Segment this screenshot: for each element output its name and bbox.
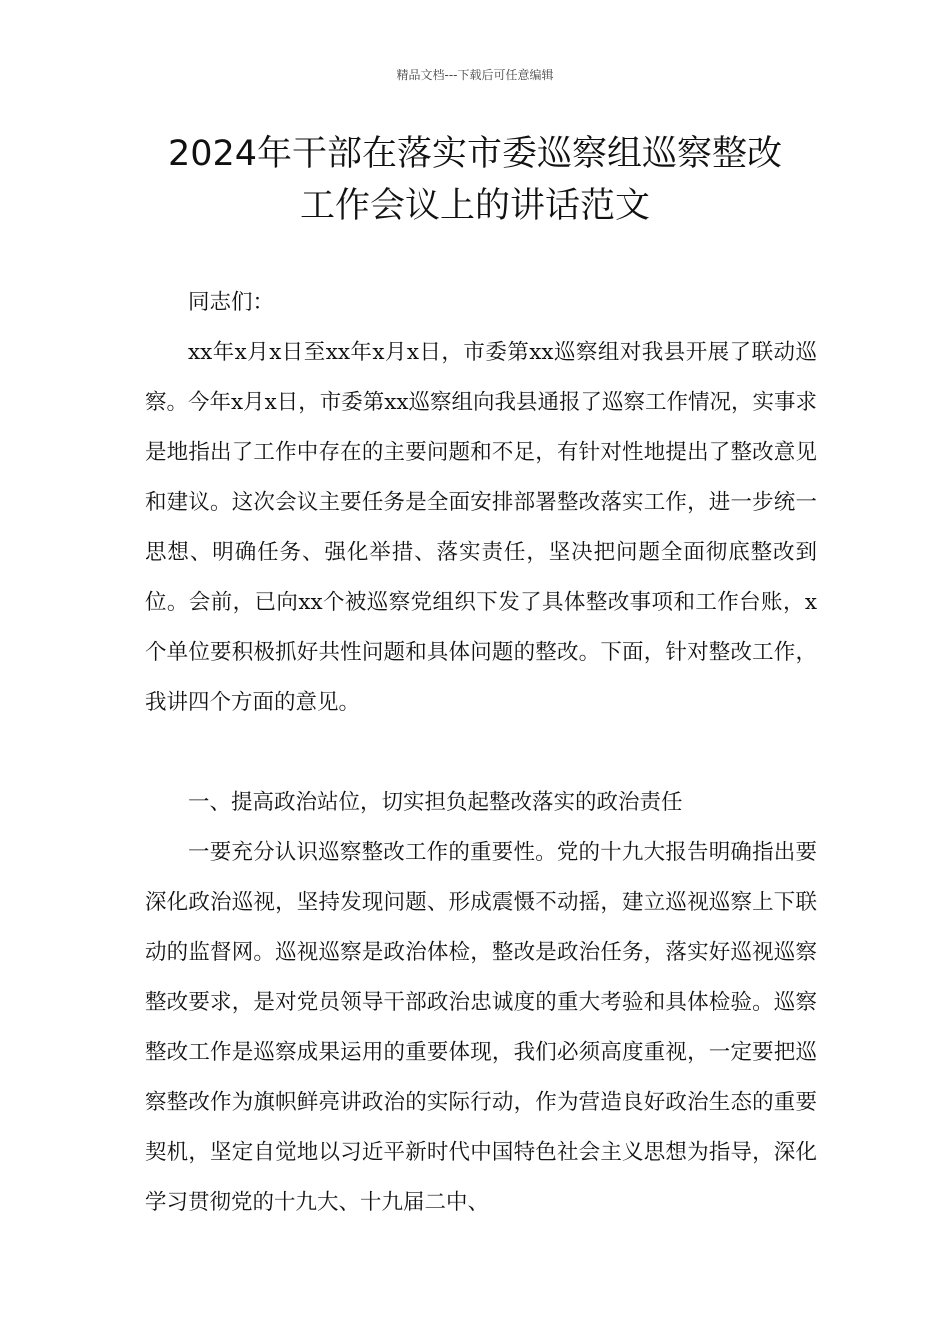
page-header-watermark: 精品文档---下载后可任意编辑 — [396, 68, 554, 82]
paragraph-intro: xx年x月x日至xx年x月x日，市委第xx巡察组对我县开展了联动巡察。今年x月x日，市委第xx巡察组向我县通报了巡察工作情况，实事求是地指出了工作中存在的主要问题和不足，有针对性地提出了整改意见和建议。这次会议主要任务是全面安排部署整改落实工作，进一步统一思想、明确任务、强化举措、落实责任，坚决把问题全面彻底整改到位。会前，已向xx个被巡察党组织下发了具体整改事项和工作台账，x个单位要积极抓好共性问题和具体问题的整改。下面，针对整改工作，我讲四个方面的意见。 — [145, 340, 818, 715]
paragraph-section-1: 一要充分认识巡察整改工作的重要性。党的十九大报告明确指出要深化政治巡视，坚持发现问题、形成震慑不动摇，建立巡视巡察上下联动的监督网。巡视巡察是政治体检，整改是政治任务，落实好巡视巡察整改要求，是对党员领导干部政治忠诚度的重大考验和具体检验。巡察整改工作是巡察成果运用的重要体现，我们必须高度重视，一定要把巡察整改作为旗帜鲜亮讲政治的实际行动，作为营造良好政治生态的重要契机，坚定自觉地以习近平新时代中国特色社会主义思想为指导，深化学习贯彻党的十九大、十九届二中、 — [145, 840, 817, 1215]
document-title-line-2: 工作会议上的讲话范文 — [299, 186, 650, 226]
document-title-line-1: 2024年干部在落实市委巡察组巡察整改 — [167, 134, 783, 174]
document-title — [100, 128, 850, 232]
document-body — [145, 278, 817, 1228]
section-heading-1: 一、提高政治站位，切实担负起整改落实的政治责任 — [188, 790, 683, 815]
salutation: 同志们： — [188, 290, 275, 315]
